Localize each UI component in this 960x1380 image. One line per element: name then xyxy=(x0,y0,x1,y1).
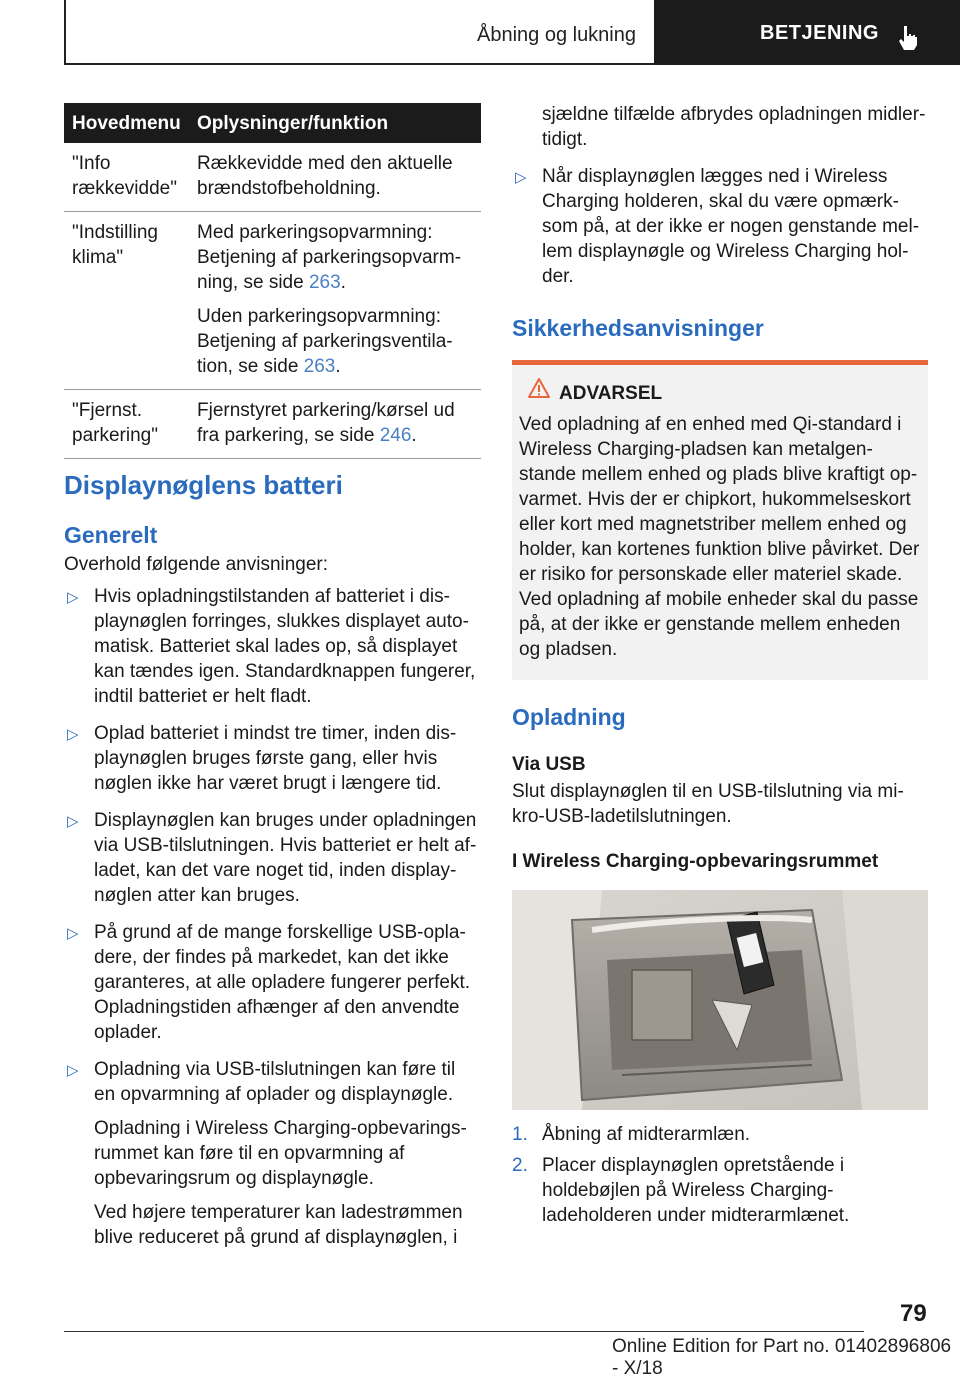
step-item xyxy=(512,1122,928,1147)
cell-text: Rækkevidde med den aktuelle brændstofbeholdning. xyxy=(197,153,453,199)
cell-text xyxy=(197,398,473,448)
charging-heading: Opladning xyxy=(512,704,626,730)
triangle-bullet-icon: ▷ xyxy=(515,169,527,186)
battery-heading: Displaynøglens batteri xyxy=(64,470,343,500)
cell-text-part: . xyxy=(335,356,341,377)
step-item xyxy=(512,1153,928,1228)
footer-rule xyxy=(64,1331,864,1332)
table-cell-info xyxy=(189,390,481,459)
right-column xyxy=(512,102,928,1228)
list-item xyxy=(64,1057,478,1250)
table-cell-menu: "Fjernst. parkering" xyxy=(64,390,189,459)
cell-text-part: Uden parkeringsopvarmning: Betjening af parkeringsventilation, se side xyxy=(197,306,453,377)
table-row xyxy=(64,212,481,390)
list-item-continuation: sjældne tilfælde afbrydes opladningen midlertidigt. xyxy=(542,104,926,150)
battery-intro: Overhold følgende anvisninger: xyxy=(64,554,329,575)
header-chapter-tab xyxy=(654,0,960,65)
warning-title xyxy=(519,381,921,406)
cell-text xyxy=(197,304,473,379)
header-chapter-label: BETJENING xyxy=(760,22,879,44)
list-item-text: Opladning via USB-tilslutningen kan føre til en opvarmning af oplader og displaynøgle. xyxy=(94,1059,456,1105)
list-item-text: Oplad batteriet i mindst tre timer, inden displaynøglen bruges første gang, eller hvis nøglen ikke har været brugt i længere tid. xyxy=(94,723,457,794)
table-cell-info xyxy=(189,143,481,212)
usb-heading: Via USB xyxy=(512,754,586,775)
page-link[interactable]: 246 xyxy=(379,425,412,446)
page-link[interactable]: 263 xyxy=(308,272,341,293)
list-item xyxy=(64,920,478,1045)
step-number: 2. xyxy=(512,1155,528,1176)
list-item xyxy=(512,164,928,289)
cell-text-part: . xyxy=(340,272,346,293)
warning-content xyxy=(512,365,928,680)
table-row xyxy=(64,390,481,459)
warning-box xyxy=(512,360,928,680)
table-header-row xyxy=(64,103,481,143)
step-number: 1. xyxy=(512,1124,528,1145)
table-header-menu: Hovedmenu xyxy=(64,103,189,143)
triangle-bullet-icon: ▷ xyxy=(67,589,79,606)
cell-text-part: Med parkeringsopvarmning: Betjening af parkeringsopvarmning, se side xyxy=(197,222,462,293)
footer-edition: Online Edition for Part no. 01402896806 - X/18 xyxy=(612,1336,952,1379)
cell-text xyxy=(197,220,473,295)
list-item-continuation: Ved højere temperaturer kan ladestrømmen blive reduceret på grund af displaynøglen, i xyxy=(94,1202,463,1248)
page-number: 79 xyxy=(900,1300,927,1327)
page-link[interactable]: 263 xyxy=(303,356,336,377)
list-item xyxy=(64,808,478,908)
cell-text-part: . xyxy=(411,425,417,446)
list-item-text: Når displaynøglen lægges ned i Wireless Charging holderen, skal du være opmærksom på, at der ikke er nogen genstande mellem displaynøgle og Wireless Charging holder. xyxy=(542,166,920,287)
step-text: Placer displaynøglen opretstående i holdebøjlen på Wireless Charging-ladeholderen under midterarmlænet. xyxy=(542,1155,850,1226)
table-header-info: Oplysninger/funktion xyxy=(189,103,481,143)
left-column xyxy=(64,468,478,1250)
table-cell-info xyxy=(189,212,481,390)
warning-text: Ved opladning af en enhed med Qi-standard i Wireless Charging-pladsen kan metalgenstande mellem enhed og plads blive kraftigt opvarmet. Hvis der er chipkort, hukommelseskort eller kort med magnetstriber mellem enhed og holder, kan kortenes funktion blive påvirket. Der er risiko for personskade eller materiel skade. Ved opladning af mobile enheder skal du passe på, at der ikke er genstande mellem enheden og pladsen. xyxy=(519,414,920,660)
warning-title-text: ADVARSEL xyxy=(559,383,663,404)
pointing-hand-icon xyxy=(898,25,918,56)
warning-triangle-icon xyxy=(527,377,551,399)
triangle-bullet-icon: ▷ xyxy=(67,1062,79,1079)
list-item xyxy=(64,584,478,709)
triangle-bullet-icon: ▷ xyxy=(67,925,79,942)
wireless-heading: I Wireless Charging-opbevaringsrummet xyxy=(512,851,879,872)
cell-text-part: Fjernstyret parkering/kørsel ud fra parkering, se side xyxy=(197,400,455,446)
safety-heading: Sikkerhedsanvisninger xyxy=(512,315,764,341)
usb-text: Slut displaynøglen til en USB-tilslutning via mikro-USB-ladetilslutningen. xyxy=(512,781,904,827)
triangle-bullet-icon: ▷ xyxy=(67,726,79,743)
header-section-title: Åbning og lukning xyxy=(476,24,636,46)
triangle-bullet-icon: ▷ xyxy=(67,813,79,830)
general-heading: Generelt xyxy=(64,522,158,548)
list-item-continuation: Opladning i Wireless Charging-opbevaringsrummet kan føre til en opvarmning af opbevaringsrum og displaynøgle. xyxy=(94,1118,467,1189)
header-left-rule xyxy=(64,0,66,64)
header-bottom-rule xyxy=(64,63,654,65)
menu-table xyxy=(64,103,481,459)
table-cell-menu: "Info rækkevidde" xyxy=(64,143,189,212)
list-item-text: Hvis opladningstilstanden af batteriet i displaynøglen forringes, slukkes displayet automatisk. Batteriet skal lades op, så displayet kan tændes igen. Standardknappen fungerer, indtil batteriet er helt fladt. xyxy=(94,586,476,707)
list-item xyxy=(64,721,478,796)
list-item-text: På grund af de mange forskellige USB-opladere, der findes på markedet, kan det ikke garanteres, at alle opladere fungerer perfekt. Opladningstiden afhænger af den anvendte oplader. xyxy=(94,922,471,1043)
table-row xyxy=(64,143,481,212)
armrest-photo xyxy=(512,890,928,1110)
list-item-text: Displaynøglen kan bruges under opladningen via USB-tilslutningen. Hvis batteriet er helt afladet, kan det vare noget tid, inden displaynøglen atter kan bruges. xyxy=(94,810,477,906)
list-item xyxy=(512,102,928,152)
step-text: Åbning af midterarmlæn. xyxy=(542,1124,751,1145)
table-cell-menu: "Indstilling klima" xyxy=(64,212,189,390)
